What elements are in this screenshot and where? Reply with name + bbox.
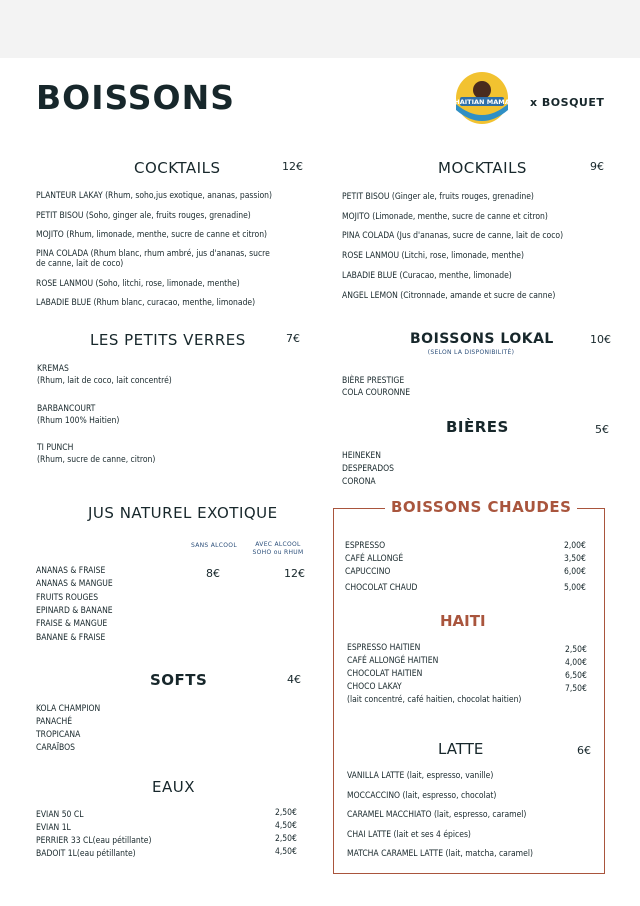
jus-price-avec: 12€ — [284, 567, 305, 580]
haiti-item: CAFÉ ALLONGÉ HAITIEN — [347, 656, 439, 666]
jus-item: FRUITS ROUGES — [36, 593, 99, 603]
latte-item: CHAI LATTE (lait et ses 4 épices) — [347, 830, 471, 840]
softs-price: 4€ — [287, 673, 301, 686]
cocktails-title: COCKTAILS — [134, 159, 221, 177]
latte-price: 6€ — [577, 744, 591, 757]
biere-item: HEINEKEN — [342, 451, 381, 461]
cocktail-item: PLANTEUR LAKAY (Rhum, soho,jus exotique, ananas, passion) — [36, 191, 272, 201]
haiti-item: ESPRESSO HAITIEN — [347, 643, 421, 653]
petit-verre-name: KREMAS — [37, 364, 69, 374]
partner-label: x BOSQUET — [530, 96, 605, 109]
jus-item: BANANE & FRAISE — [36, 633, 106, 643]
latte-item: MOCCACCINO (lait, espresso, chocolat) — [347, 791, 497, 801]
softs-title: SOFTS — [150, 671, 208, 689]
lokal-title: BOISSONS LOKAL — [410, 331, 554, 347]
chaud-item: ESPRESSO — [345, 541, 386, 551]
soft-item: KOLA CHAMPION — [36, 704, 101, 714]
mocktail-item: LABADIE BLUE (Curacao, menthe, limonade) — [342, 271, 512, 281]
eau-price: 4,50€ — [275, 847, 297, 857]
petit-verre-desc: (Rhum, sucre de canne, citron) — [37, 455, 156, 465]
jus-item: ANANAS & MANGUE — [36, 579, 113, 589]
mocktail-item: PINA COLADA (Jus d'ananas, sucre de canne, lait de coco) — [342, 231, 564, 241]
boissons-chaudes-title: BOISSONS CHAUDES — [385, 498, 577, 516]
mocktail-item: ROSE LANMOU (Litchi, rose, limonade, menthe) — [342, 251, 524, 261]
mocktail-item: ANGEL LEMON (Citronnade, amande et sucre de canne) — [342, 291, 556, 301]
jus-col-sans-alcool: SANS ALCOOL — [191, 542, 237, 549]
cocktail-item: MOJITO (Rhum, limonade, menthe, sucre de canne et citron) — [36, 230, 268, 240]
chaud-item: CAFÉ ALLONGÉ — [345, 554, 404, 564]
haiti-item: CHOCOLAT HAITIEN — [347, 669, 423, 679]
petits-verres-title: LES PETITS VERRES — [90, 331, 246, 349]
biere-item: DESPERADOS — [342, 464, 394, 474]
lokal-price: 10€ — [590, 333, 611, 346]
top-bar — [0, 0, 640, 58]
soft-item: PANACHÉ — [36, 717, 73, 727]
biere-item: CORONA — [342, 477, 376, 487]
cocktail-item-continued: de canne, lait de coco) — [36, 259, 124, 269]
petit-verre-desc: (Rhum 100% Haitien) — [37, 416, 120, 426]
haiti-note: (lait concentré, café haitien, chocolat haitien) — [347, 695, 522, 705]
cocktail-item: LABADIE BLUE (Rhum blanc, curacao, menthe, limonade) — [36, 298, 256, 308]
haitian-mama-logo — [450, 70, 514, 126]
eau-item: PERRIER 33 CL(eau pétillante) — [36, 836, 152, 846]
mocktails-price: 9€ — [590, 160, 604, 173]
haiti-price: 6,50€ — [565, 671, 587, 681]
eau-price: 2,50€ — [275, 808, 297, 818]
chaud-price: 3,50€ — [564, 554, 586, 564]
mocktail-item: MOJITO (Limonade, menthe, sucre de canne et citron) — [342, 212, 548, 222]
eaux-title: EAUX — [152, 778, 195, 796]
latte-item: MATCHA CARAMEL LATTE (lait, matcha, caramel) — [347, 849, 533, 859]
jus-item: FRAISE & MANGUE — [36, 619, 108, 629]
jus-title: JUS NATUREL EXOTIQUE — [88, 504, 278, 522]
petit-verre-name: BARBANCOURT — [37, 404, 96, 414]
haiti-item: CHOCO LAKAY — [347, 682, 402, 692]
cocktail-item: PETIT BISOU (Soho, ginger ale, fruits rouges, grenadine) — [36, 211, 251, 221]
petits-verres-price: 7€ — [286, 332, 300, 345]
lokal-item: COLA COURONNE — [342, 388, 411, 398]
chaud-price: 6,00€ — [564, 567, 586, 577]
svg-text:HAITIAN MAMA: HAITIAN MAMA — [454, 98, 510, 106]
lokal-subtitle: (SELON LA DISPONIBILITÉ) — [427, 349, 515, 356]
petit-verre-desc: (Rhum, lait de coco, lait concentré) — [37, 376, 172, 386]
soft-item: TROPICANA — [36, 730, 81, 740]
jus-col-avec-alcool: AVEC ALCOOL — [255, 541, 301, 548]
mocktail-item: PETIT BISOU (Ginger ale, fruits rouges, grenadine) — [342, 192, 534, 202]
haiti-title: HAITI — [440, 612, 486, 630]
menu-title: BOISSONS — [36, 78, 235, 117]
cocktail-item: ROSE LANMOU (Soho, litchi, rose, limonade, menthe) — [36, 279, 240, 289]
chaud-item: CAPUCCINO — [345, 567, 391, 577]
eau-item: BADOIT 1L(eau pétillante) — [36, 849, 136, 859]
latte-item: VANILLA LATTE (lait, espresso, vanille) — [347, 771, 494, 781]
jus-price-sans: 8€ — [206, 567, 220, 580]
eau-item: EVIAN 1L — [36, 823, 71, 833]
lokal-item: BIÈRE PRESTIGE — [342, 376, 405, 386]
cocktail-item: PINA COLADA (Rhum blanc, rhum ambré, jus d'ananas, sucre — [36, 249, 270, 259]
chaud-price: 2,00€ — [564, 541, 586, 551]
haiti-price: 2,50€ — [565, 645, 587, 655]
eau-price: 2,50€ — [275, 834, 297, 844]
bieres-title: BIÈRES — [446, 418, 509, 436]
eau-price: 4,50€ — [275, 821, 297, 831]
jus-col-avec-alcool-sub: SOHO ou RHUM — [252, 549, 304, 556]
soft-item: CARAÏBOS — [36, 743, 75, 753]
chaud-item: CHOCOLAT CHAUD — [345, 583, 418, 593]
haiti-price: 4,00€ — [565, 658, 587, 668]
haiti-price: 7,50€ — [565, 684, 587, 694]
jus-item: EPINARD & BANANE — [36, 606, 113, 616]
latte-item: CARAMEL MACCHIATO (lait, espresso, caramel) — [347, 810, 527, 820]
chaud-price: 5,00€ — [564, 583, 586, 593]
petit-verre-name: TI PUNCH — [37, 443, 74, 453]
jus-item: ANANAS & FRAISE — [36, 566, 106, 576]
bieres-price: 5€ — [595, 423, 609, 436]
mocktails-title: MOCKTAILS — [438, 159, 527, 177]
eau-item: EVIAN 50 CL — [36, 810, 84, 820]
latte-title: LATTE — [438, 740, 484, 758]
cocktails-price: 12€ — [282, 160, 303, 173]
